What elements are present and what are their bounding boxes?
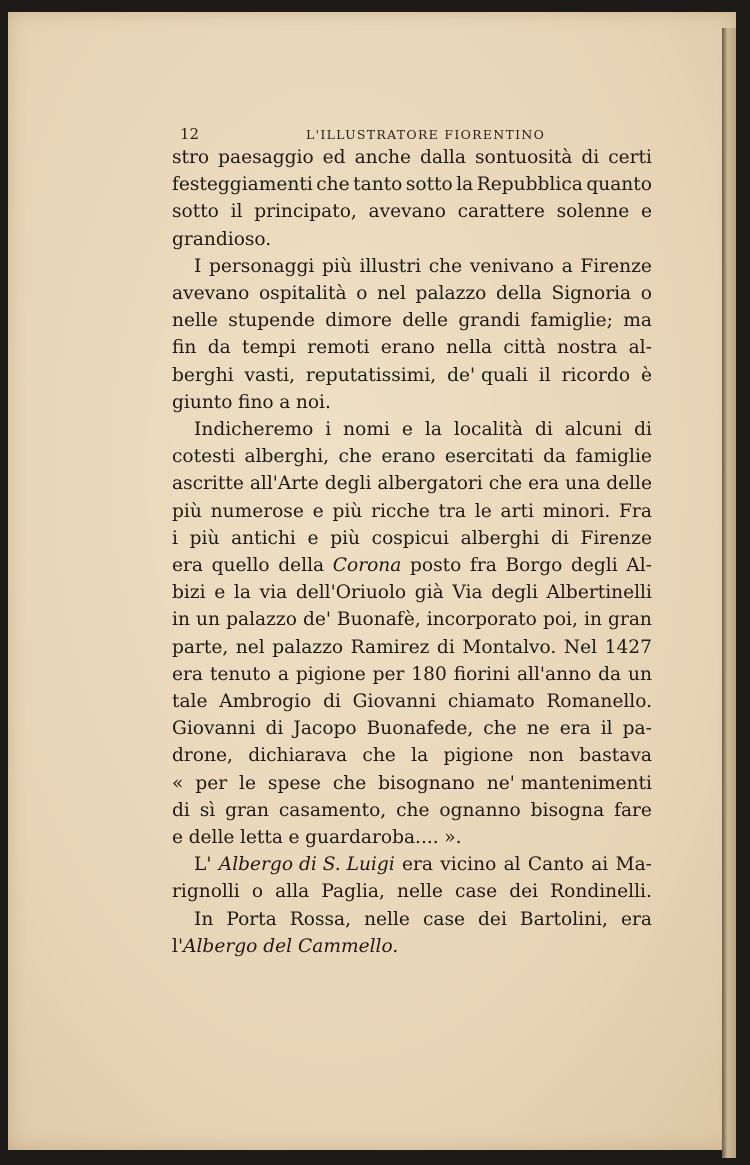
word: quanto	[586, 174, 652, 196]
text-line	[172, 906, 652, 933]
word: grandi	[458, 310, 521, 332]
word: alla	[275, 881, 310, 903]
word: Ma-	[615, 854, 652, 876]
text-line	[172, 416, 652, 443]
word: bisognano	[378, 772, 475, 794]
word: remoti	[307, 337, 370, 359]
word: dalla	[420, 147, 466, 168]
word: e	[312, 500, 324, 522]
word: nelle	[397, 881, 443, 903]
word: erano	[381, 446, 436, 468]
text-line	[172, 851, 652, 878]
text-line	[172, 470, 652, 497]
word: Buonafede,	[366, 718, 474, 740]
word: 1427	[604, 636, 652, 658]
word: vicino	[440, 854, 497, 876]
word: paesaggio	[218, 147, 314, 168]
word: In	[194, 908, 214, 930]
word: venivano	[469, 255, 555, 277]
word: che	[396, 799, 430, 821]
word: berghi	[172, 364, 234, 386]
word: arti	[500, 500, 534, 522]
word: avevano	[368, 201, 446, 223]
word: delle	[606, 473, 652, 495]
word: incorporato	[426, 609, 537, 631]
word: Via	[452, 582, 483, 604]
word: era	[528, 473, 560, 495]
word: pigione	[443, 745, 514, 767]
word: solenne	[556, 201, 630, 223]
word: all'Arte	[249, 473, 319, 495]
word: più	[172, 500, 202, 522]
word: anche	[354, 147, 412, 168]
text-line	[172, 878, 652, 905]
word: la	[424, 419, 442, 441]
word: certi	[608, 147, 652, 168]
word: Giovanni	[352, 691, 437, 713]
word: che	[428, 255, 463, 277]
word: a	[279, 391, 291, 413]
word: letta	[239, 827, 283, 849]
word: via	[259, 582, 288, 604]
word: di	[581, 147, 600, 168]
word: Firenze	[580, 527, 652, 549]
word: palazzo	[272, 636, 344, 658]
word: per	[195, 772, 228, 794]
text-line	[172, 334, 652, 361]
body-text	[172, 144, 652, 960]
word: di	[634, 419, 652, 441]
word: Indicheremo	[194, 419, 314, 441]
word: reputatissimi,	[305, 364, 437, 386]
text-line	[172, 579, 652, 606]
word: avevano	[172, 283, 250, 305]
word: della	[495, 283, 542, 305]
word: nomi	[343, 419, 390, 441]
word: minori.	[542, 500, 611, 522]
word: antichi	[231, 527, 296, 549]
word: gran	[225, 799, 269, 821]
word: alberghi,	[244, 446, 330, 468]
word: un	[628, 663, 652, 685]
word: al	[503, 854, 521, 876]
word: nelle	[364, 908, 410, 930]
word: che	[483, 718, 517, 740]
word: Ramirez	[350, 636, 430, 658]
word: bastava	[579, 745, 652, 767]
word: palazzo	[415, 283, 487, 305]
text-line	[172, 362, 652, 389]
word: noi.	[295, 391, 331, 413]
word: Albertinelli	[546, 582, 652, 604]
word: Rondinelli.	[550, 881, 652, 903]
word: Romanello.	[546, 691, 652, 713]
word: ai	[591, 854, 609, 876]
word: il	[600, 718, 613, 740]
word: degli	[324, 473, 372, 495]
word: Borgo	[505, 555, 563, 577]
word: cotesti	[172, 446, 236, 468]
word: L'	[194, 854, 212, 876]
word: rignolli	[172, 881, 240, 903]
word: sotto	[405, 174, 453, 196]
word: il	[230, 201, 243, 223]
word: di	[550, 527, 569, 549]
word: de' Buonafè,	[302, 609, 421, 631]
text-line	[172, 498, 652, 525]
word: più	[330, 527, 361, 549]
word: albergatori	[377, 473, 483, 495]
word: di	[436, 636, 455, 658]
word: festeggiamenti	[172, 174, 313, 196]
text-line	[172, 389, 652, 416]
word: era	[559, 718, 591, 740]
word: parte,	[172, 636, 229, 658]
word: è	[640, 364, 652, 386]
word: già	[414, 582, 444, 604]
text-line	[172, 797, 652, 824]
text-line	[172, 525, 652, 552]
word: o	[251, 881, 264, 903]
word: delle	[188, 827, 235, 849]
word: sontuosità	[474, 147, 573, 168]
word: di	[323, 691, 341, 713]
text-line	[172, 715, 652, 742]
word: era	[620, 908, 652, 930]
word: tempi	[241, 337, 296, 359]
word: non	[528, 745, 564, 767]
word: il	[538, 364, 551, 386]
word: Firenze	[580, 255, 652, 277]
word: Corona	[332, 555, 402, 577]
word: e	[214, 582, 226, 604]
word: ma	[623, 310, 652, 332]
word: di	[172, 799, 190, 821]
word: di	[534, 419, 553, 441]
text-line	[172, 171, 652, 198]
word: di	[265, 718, 284, 740]
word: I	[194, 255, 202, 277]
word: Giovanni	[172, 718, 256, 740]
word: illustri	[359, 255, 422, 277]
word: nostra	[557, 337, 618, 359]
word: famiglie;	[530, 310, 613, 332]
page-number: 12	[180, 125, 200, 143]
word: la	[411, 745, 429, 767]
text-line	[172, 742, 652, 769]
word: degli	[570, 555, 618, 577]
text-line	[172, 634, 652, 661]
word: e	[640, 201, 652, 223]
text-line	[172, 552, 652, 579]
word: era	[402, 854, 433, 876]
word: le	[239, 772, 256, 794]
word: ne	[526, 718, 550, 740]
word: Canto	[527, 854, 584, 876]
word: della	[278, 555, 325, 577]
word: tra	[438, 500, 466, 522]
word: Albergo di S. Luigi	[218, 854, 395, 876]
word: i	[172, 527, 178, 549]
word: e	[307, 527, 319, 549]
word: ricche	[371, 500, 430, 522]
word: Nel	[563, 636, 598, 658]
word: cospicui	[371, 527, 449, 549]
word: «	[172, 772, 184, 794]
word: ne' mantenimenti	[486, 772, 652, 794]
word: tenuto	[209, 663, 271, 685]
word: ascritte	[172, 473, 244, 495]
word: Paglia,	[321, 881, 385, 903]
running-title: L'ILLUSTRATORE FIORENTINO	[306, 127, 546, 142]
word: esercitati	[444, 446, 534, 468]
word: e	[401, 419, 413, 441]
word: sì	[199, 799, 216, 821]
word: fino	[238, 391, 274, 413]
word: a	[277, 663, 289, 685]
word: o	[640, 283, 652, 305]
word: giunto	[172, 391, 233, 413]
word: era	[172, 555, 203, 577]
word: per	[372, 663, 405, 685]
word: Signoria	[551, 283, 632, 305]
word: località	[453, 419, 523, 441]
word: la	[456, 174, 474, 196]
word: più	[332, 500, 363, 522]
word: all'anno	[516, 663, 592, 685]
word: da	[598, 663, 622, 685]
word: de' quali	[447, 364, 528, 386]
word: Rossa,	[289, 908, 352, 930]
word: drone,	[172, 745, 233, 767]
word: dei	[509, 881, 539, 903]
word: posto	[410, 555, 462, 577]
word: erano	[380, 337, 435, 359]
word: in	[584, 609, 602, 631]
word: che	[338, 446, 372, 468]
word: che	[316, 174, 350, 196]
word: pigione	[295, 663, 366, 685]
word: stro	[172, 147, 210, 168]
word: chiamato	[447, 691, 535, 713]
word: bisogna	[530, 799, 605, 821]
word: e	[288, 827, 300, 849]
text-line	[172, 933, 652, 960]
word: e	[172, 827, 184, 849]
word: palazzo	[226, 609, 297, 631]
word: alcuni	[564, 419, 623, 441]
word: città	[503, 337, 546, 359]
word: Porta	[226, 908, 277, 930]
word: casamento,	[278, 799, 387, 821]
word: gran	[608, 609, 652, 631]
word: ognanno	[439, 799, 521, 821]
word: fra	[469, 555, 497, 577]
text-line	[172, 606, 652, 633]
word: tanto	[353, 174, 403, 196]
word: era	[172, 663, 203, 685]
word: bizi	[172, 582, 206, 604]
word: che	[362, 745, 396, 767]
text-line	[172, 144, 652, 171]
text-line	[172, 226, 652, 253]
word: che	[488, 473, 523, 495]
word: i	[325, 419, 332, 441]
word: famiglie	[575, 446, 652, 468]
word: carattere	[457, 201, 545, 223]
word: la	[233, 582, 251, 604]
word: nelle	[172, 310, 218, 332]
word: ricordo	[561, 364, 631, 386]
word: ed	[322, 147, 346, 168]
word: Albergo del Cammello.	[183, 935, 399, 957]
word: alberghi	[460, 527, 540, 549]
word: a	[561, 255, 573, 277]
word: personaggi	[209, 255, 315, 277]
next-page-edge	[722, 28, 736, 1158]
word: case	[422, 908, 466, 930]
word: l'	[172, 935, 184, 957]
word: da	[207, 337, 231, 359]
word: in	[172, 609, 190, 631]
word: che	[332, 772, 367, 794]
word: o	[356, 283, 368, 305]
word: più	[321, 255, 352, 277]
word: dimore	[325, 310, 392, 332]
word: una	[565, 473, 601, 495]
word: Al-	[626, 555, 652, 577]
word: case	[455, 881, 498, 903]
word: ».	[444, 827, 462, 849]
word: tale	[172, 691, 208, 713]
text-line	[172, 824, 652, 851]
word: vasti,	[244, 364, 295, 386]
word: grandioso.	[172, 228, 272, 250]
text-line	[172, 198, 652, 225]
word: le	[474, 500, 492, 522]
word: poi,	[542, 609, 578, 631]
word: dei	[478, 908, 507, 930]
text-line	[172, 253, 652, 280]
word: dichiarava	[248, 745, 348, 767]
word: nella	[446, 337, 493, 359]
text-line	[172, 770, 652, 797]
word: al-	[628, 337, 652, 359]
word: 180	[411, 663, 447, 685]
word: numerose	[210, 500, 304, 522]
word: pa-	[622, 718, 652, 740]
text-line	[172, 661, 652, 688]
word: Bartolini,	[519, 908, 608, 930]
word: Montalvo.	[462, 636, 557, 658]
word: fiorini	[453, 663, 511, 685]
word: quello	[211, 555, 270, 577]
word: più	[189, 527, 220, 549]
word: Repubblica	[476, 174, 583, 196]
word: principato,	[254, 201, 357, 223]
word: da	[543, 446, 567, 468]
word: guardaroba....	[305, 827, 439, 849]
text-line	[172, 307, 652, 334]
word: un	[196, 609, 220, 631]
word: ospitalità	[258, 283, 347, 305]
text-line	[172, 443, 652, 470]
word: stupende	[228, 310, 315, 332]
word: fare	[614, 799, 652, 821]
word: Fra	[619, 500, 652, 522]
word: spese	[267, 772, 321, 794]
word: nel	[235, 636, 265, 658]
word: sotto	[172, 201, 219, 223]
word: nel	[377, 283, 406, 305]
word: degli	[491, 582, 538, 604]
word: fin	[172, 337, 197, 359]
word: dell'Oriuolo	[295, 582, 407, 604]
word: Jacopo	[293, 718, 357, 740]
text-line	[172, 688, 652, 715]
word: delle	[402, 310, 448, 332]
text-line	[172, 280, 652, 307]
word: Ambrogio	[219, 691, 312, 713]
